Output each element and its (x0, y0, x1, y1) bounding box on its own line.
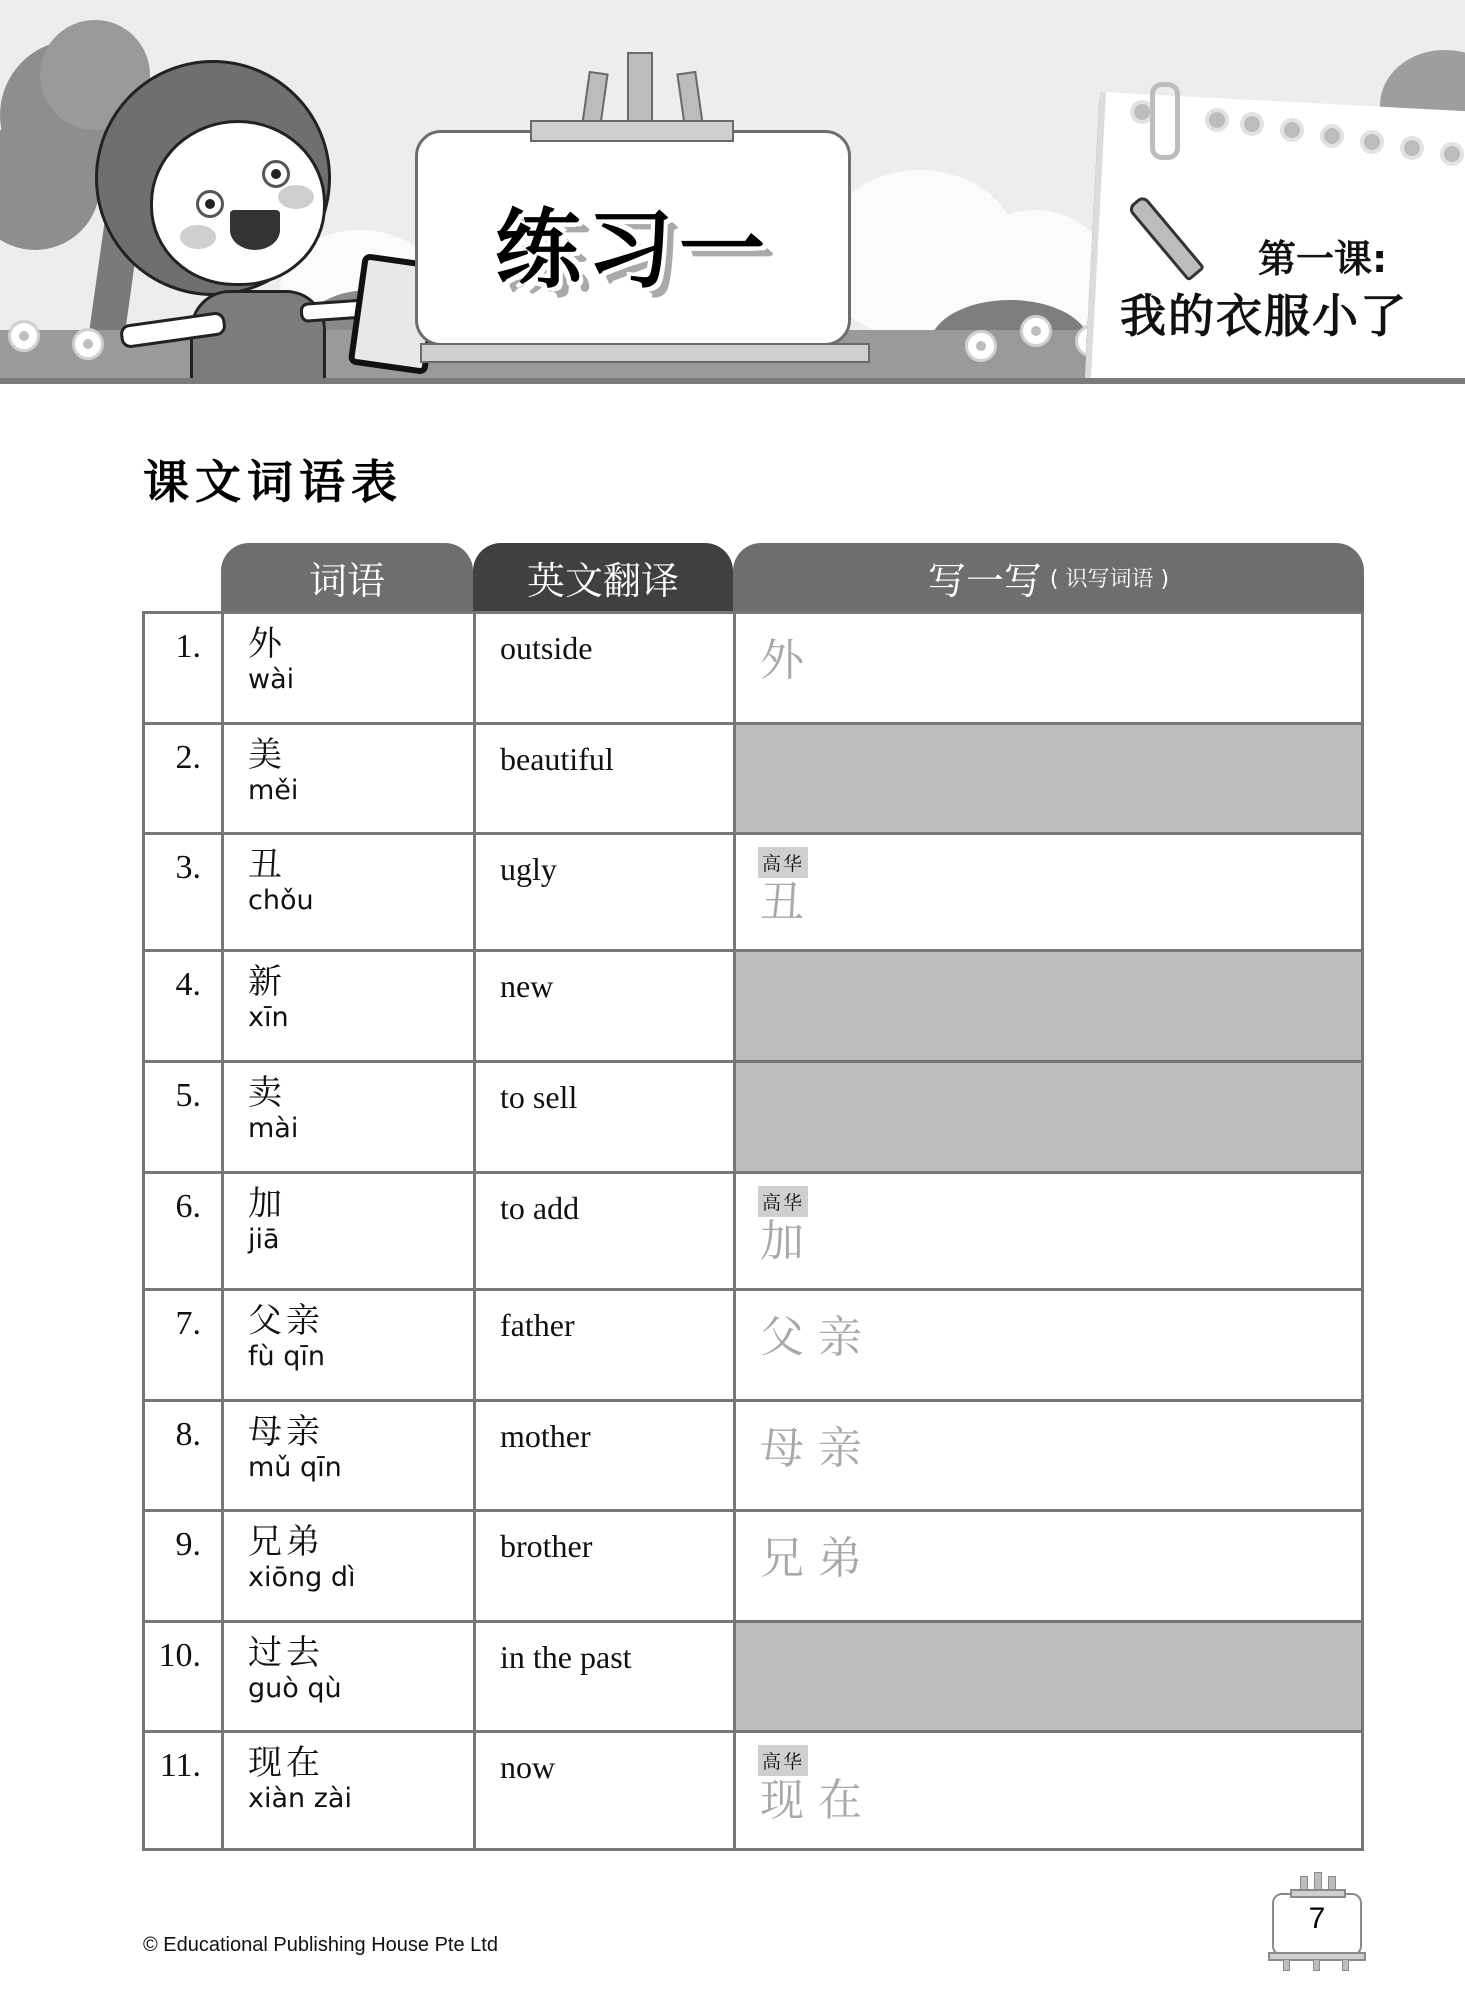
trace-characters: 兄弟 (760, 1533, 876, 1584)
girl-eye (262, 160, 290, 188)
easel-post (676, 71, 703, 127)
word-hanzi: 丑 (248, 845, 286, 885)
word-cell (223, 724, 475, 834)
word-cell (223, 951, 475, 1062)
table-row (144, 1290, 1363, 1401)
word-hanzi: 现在 (248, 1743, 324, 1783)
notepad-ring (1240, 112, 1264, 136)
table-row (144, 951, 1363, 1062)
word-cell (223, 1622, 475, 1732)
word-hanzi: 外 (248, 624, 286, 664)
vocabulary-table (142, 611, 1364, 1851)
easel-icon-leg (1342, 1959, 1349, 1971)
row-number: 5. (144, 1062, 223, 1173)
row-number: 10. (144, 1622, 223, 1732)
word-pinyin: chǒu (248, 885, 314, 916)
writing-practice-cell[interactable] (735, 1622, 1363, 1732)
header-write-label: 写一写 (927, 558, 1042, 603)
english-translation: new (475, 951, 735, 1062)
gaohua-badge: 高华 (758, 1745, 808, 1776)
section-title: 课文词语表 (143, 455, 403, 509)
page-number: 7 (1308, 1902, 1326, 1935)
flower-icon (965, 330, 997, 362)
girl-cheek (278, 185, 314, 209)
header-english (473, 543, 733, 611)
writing-practice-cell[interactable] (735, 613, 1363, 724)
table-row (144, 1173, 1363, 1290)
gaohua-badge: 高华 (758, 847, 808, 878)
header-word-label: 词语 (308, 558, 385, 603)
english-translation: outside (475, 613, 735, 724)
easel-post (627, 52, 653, 126)
easel-post (581, 71, 608, 127)
table-row (144, 834, 1363, 951)
trace-characters: 加 (760, 1216, 818, 1267)
header-banner (0, 0, 1465, 384)
word-pinyin: jiā (248, 1224, 280, 1255)
girl-mouth (230, 210, 280, 250)
word-cell (223, 1401, 475, 1511)
word-pinyin: mài (248, 1113, 299, 1144)
word-hanzi: 加 (248, 1184, 286, 1224)
word-pinyin: xiàn zài (248, 1783, 352, 1814)
writing-practice-cell[interactable] (735, 1732, 1363, 1850)
lesson-title: 我的衣服小了 (1120, 289, 1408, 343)
writing-practice-cell[interactable] (735, 1173, 1363, 1290)
english-translation: beautiful (475, 724, 735, 834)
writing-practice-cell[interactable] (735, 951, 1363, 1062)
table-row (144, 1062, 1363, 1173)
banner-divider (0, 378, 1465, 384)
word-cell (223, 1173, 475, 1290)
row-number: 1. (144, 613, 223, 724)
english-translation: ugly (475, 834, 735, 951)
word-pinyin: guò qù (248, 1673, 342, 1704)
word-cell (223, 1511, 475, 1622)
gaohua-badge: 高华 (758, 1186, 808, 1217)
table-row (144, 1732, 1363, 1850)
word-cell (223, 1290, 475, 1401)
notepad-ring (1205, 108, 1229, 132)
writing-practice-cell[interactable] (735, 1511, 1363, 1622)
trace-characters: 外 (760, 635, 818, 686)
writing-practice-cell[interactable] (735, 1401, 1363, 1511)
word-pinyin: xīn (248, 1002, 289, 1033)
word-hanzi: 父亲 (248, 1301, 324, 1341)
word-pinyin: měi (248, 775, 299, 806)
table-row (144, 1401, 1363, 1511)
girl-cheek (180, 225, 216, 249)
word-hanzi: 美 (248, 735, 286, 775)
writing-practice-cell[interactable] (735, 834, 1363, 951)
english-translation: now (475, 1732, 735, 1850)
notepad-ring (1320, 124, 1344, 148)
table-row (144, 1622, 1363, 1732)
word-hanzi: 兄弟 (248, 1522, 324, 1562)
word-cell (223, 1062, 475, 1173)
writing-practice-cell[interactable] (735, 1290, 1363, 1401)
row-number: 7. (144, 1290, 223, 1401)
notepad-ring (1440, 142, 1464, 166)
word-cell (223, 613, 475, 724)
english-translation: father (475, 1290, 735, 1401)
lesson-number: 第一课: (1258, 237, 1388, 281)
flower-icon (8, 320, 40, 352)
trace-characters: 母亲 (760, 1423, 876, 1474)
exercise-title: 练习一 (495, 200, 771, 300)
notepad-ring (1280, 118, 1304, 142)
word-cell (223, 1732, 475, 1850)
table-row (144, 724, 1363, 834)
english-translation: mother (475, 1401, 735, 1511)
writing-practice-cell[interactable] (735, 1062, 1363, 1173)
easel-icon-leg (1283, 1959, 1290, 1971)
english-translation: to add (475, 1173, 735, 1290)
girl-eye (196, 190, 224, 218)
row-number: 3. (144, 834, 223, 951)
writing-practice-cell[interactable] (735, 724, 1363, 834)
copyright-notice: © Educational Publishing House Pte Ltd (143, 1934, 498, 1956)
english-translation: to sell (475, 1062, 735, 1173)
trace-characters: 现在 (760, 1775, 876, 1826)
row-number: 2. (144, 724, 223, 834)
word-hanzi: 卖 (248, 1073, 286, 1113)
easel-top-bar (530, 120, 734, 142)
header-write (733, 543, 1364, 611)
paper-clip-icon (1150, 82, 1180, 160)
header-write-sublabel: ( 识写词语 ) (1049, 566, 1170, 592)
word-hanzi: 过去 (248, 1633, 324, 1673)
word-cell (223, 834, 475, 951)
header-word (221, 543, 473, 611)
row-number: 11. (144, 1732, 223, 1850)
easel-bottom-bar (420, 343, 870, 363)
notepad-ring (1360, 130, 1384, 154)
table-row (144, 613, 1363, 724)
flower-icon (1020, 315, 1052, 347)
flower-icon (72, 328, 104, 360)
word-pinyin: fù qīn (248, 1341, 325, 1372)
word-pinyin: wài (248, 664, 295, 695)
trace-characters: 丑 (760, 877, 818, 928)
notepad-ring (1400, 136, 1424, 160)
word-pinyin: xiōng dì (248, 1562, 356, 1593)
row-number: 6. (144, 1173, 223, 1290)
easel-icon-top-bar (1290, 1889, 1346, 1898)
header-english-label: 英文翻译 (526, 558, 679, 603)
word-pinyin: mǔ qīn (248, 1452, 342, 1483)
word-hanzi: 母亲 (248, 1412, 324, 1452)
row-number: 4. (144, 951, 223, 1062)
english-translation: in the past (475, 1622, 735, 1732)
row-number: 8. (144, 1401, 223, 1511)
word-hanzi: 新 (248, 962, 286, 1002)
easel-icon-leg (1313, 1959, 1320, 1971)
row-number: 9. (144, 1511, 223, 1622)
trace-characters: 父亲 (760, 1312, 876, 1363)
table-row (144, 1511, 1363, 1622)
english-translation: brother (475, 1511, 735, 1622)
